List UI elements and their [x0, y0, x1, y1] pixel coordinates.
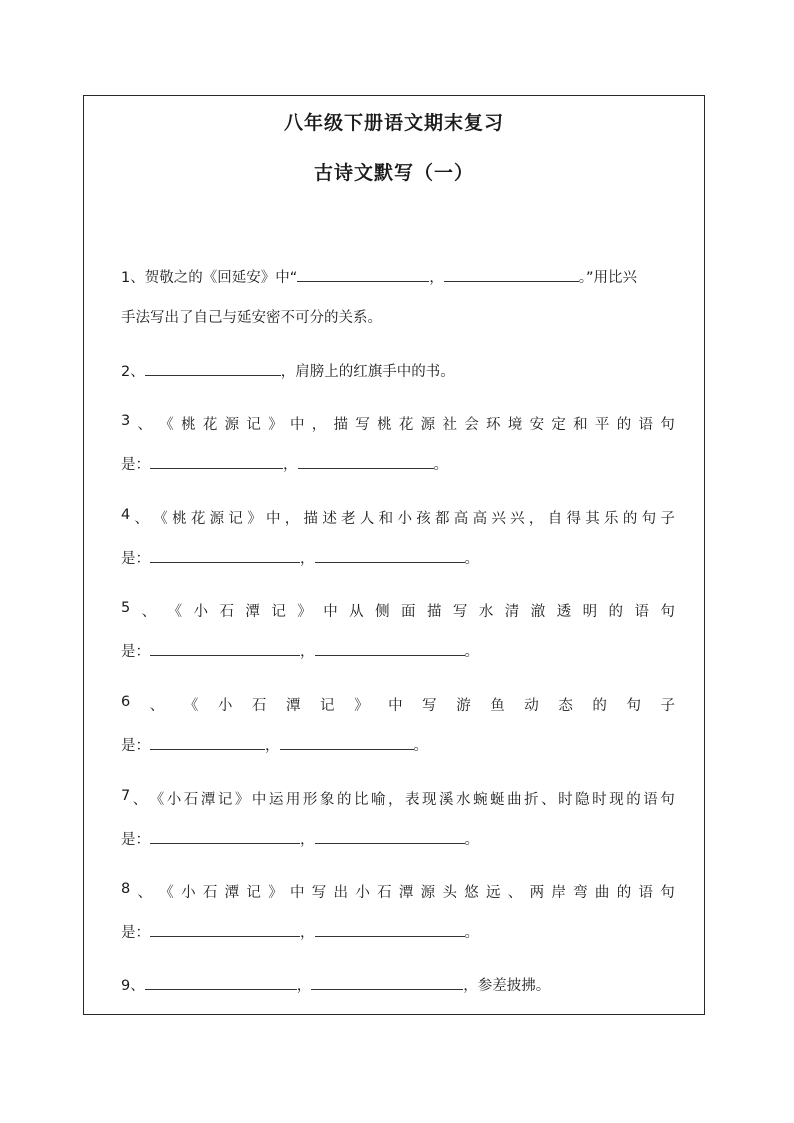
answer-blank[interactable]: [150, 456, 283, 469]
question-9: 9、 ， ，参差披拂。: [121, 978, 551, 994]
worksheet-subtitle: 古诗文默写（一）: [313, 162, 474, 184]
question-8-answer-line: 是： ， 。: [121, 925, 479, 941]
question-3-answer-line: 是： ， 。: [121, 457, 448, 473]
answer-blank[interactable]: [311, 977, 463, 990]
question-1: 1、贺敬之的《回延安》中“ ， 。”用比兴: [121, 270, 638, 286]
answer-blank[interactable]: [444, 269, 579, 282]
question-1-line-2: 手法写出了自己与延安密不可分的关系。: [121, 310, 382, 326]
question-6-answer-line: 是： ， 。: [121, 738, 428, 754]
question-2: 2、 ，肩膀上的红旗手中的书。: [121, 364, 455, 380]
answer-blank[interactable]: [150, 737, 265, 750]
question-4-answer-line: 是： ， 。: [121, 551, 479, 567]
answer-blank[interactable]: [145, 977, 297, 990]
question-7: 7 、 《 小 石 潭 记 》 中 运 用 形 象 的 比 喻 ， 表 现 溪 水 蜿 蜒 曲 折 、 时 隐 时 现 的 语 句: [121, 788, 675, 808]
answer-blank[interactable]: [298, 456, 434, 469]
answer-blank[interactable]: [150, 550, 300, 563]
answer-blank[interactable]: [315, 831, 465, 844]
question-6: 6 、 《 小 石 潭 记 》 中 写 游 鱼 动 态 的 句 子: [121, 694, 675, 714]
answer-blank[interactable]: [315, 924, 465, 937]
question-4: 4 、 《 桃 花 源 记 》 中 ， 描 述 老 人 和 小 孩 都 高 高 兴 兴 ， 自 得 其 乐 的 句 子: [121, 507, 675, 527]
answer-blank[interactable]: [150, 831, 300, 844]
answer-blank[interactable]: [150, 924, 300, 937]
question-3: 3 、 《 桃 花 源 记 》 中 ， 描 写 桃 花 源 社 会 环 境 安 定 和 平 的 语 句: [121, 413, 675, 433]
worksheet-title: 八年级下册语文期末复习: [283, 112, 504, 134]
worksheet-frame: [83, 95, 705, 1015]
question-8: 8 、 《 小 石 潭 记 》 中 写 出 小 石 潭 源 头 悠 远 、 两 岸 弯 曲 的 语 句: [121, 881, 675, 901]
question-7-answer-line: 是： ， 。: [121, 832, 479, 848]
answer-blank[interactable]: [150, 643, 300, 656]
answer-blank[interactable]: [297, 269, 429, 282]
answer-blank[interactable]: [280, 737, 414, 750]
question-5: 5 、 《 小 石 潭 记 》 中 从 侧 面 描 写 水 清 澈 透 明 的 语 句: [121, 600, 675, 620]
question-5-answer-line: 是： ， 。: [121, 644, 479, 660]
answer-blank[interactable]: [315, 643, 465, 656]
answer-blank[interactable]: [315, 550, 465, 563]
answer-blank[interactable]: [145, 363, 281, 376]
